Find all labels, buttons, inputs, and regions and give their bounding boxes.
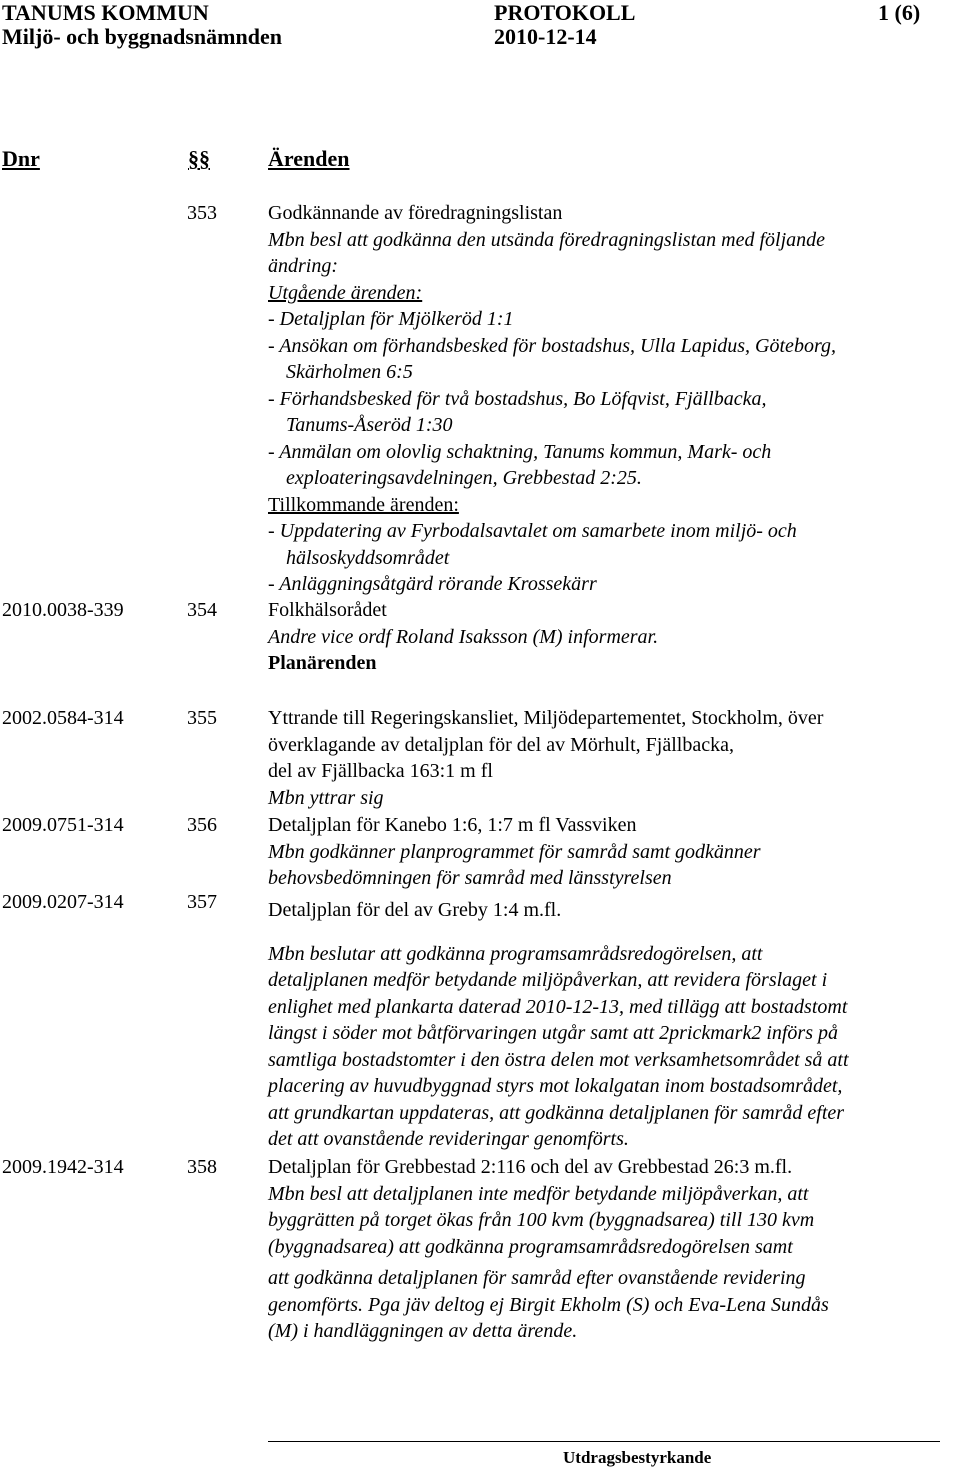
item-title: Folkhälsorådet: [268, 599, 387, 621]
decision-line: enlighet med plankarta daterad 2010-12-13, med tillägg att bostadstomt: [268, 995, 848, 1018]
item-dnr: 2010.0038-339: [2, 599, 124, 621]
decision-line: placering av huvudbyggnad styrs mot lokalgatan inom bostadsområdet,: [268, 1075, 843, 1097]
decision-line: det att ovanstående revideringar genomförts.: [268, 1128, 629, 1150]
item-dnr: 2002.0584-314: [2, 707, 124, 729]
org-name: TANUMS KOMMUN: [2, 0, 209, 25]
decision-line: att godkänna detaljplanen för samråd efter ovanstående revidering: [268, 1267, 806, 1289]
item-body: [268, 597, 948, 677]
decision-line: längst i söder mot båtförvaringen utgår samt att 2prickmark2 införs på: [268, 1022, 838, 1044]
item-title: Detaljplan för Kanebo 1:6, 1:7 m fl Vassviken: [268, 814, 637, 836]
column-dnr: Dnr: [2, 146, 40, 171]
item-body: [268, 200, 948, 598]
item-number: 356: [187, 814, 217, 836]
item-body: [268, 897, 948, 1153]
page-number: 1 (6): [878, 0, 921, 25]
decision-line: att grundkartan uppdateras, att godkänna detaljplanen för samråd efter: [268, 1101, 845, 1124]
decision-line: Andre vice ordf Roland Isaksson (M) informerar.: [268, 625, 659, 648]
column-arenden: Ärenden: [268, 146, 350, 171]
list-item: - Uppdatering av Fyrbodalsavtalet om samarbete inom miljö- och: [268, 520, 797, 542]
decision-line: Mbn beslutar att godkänna programsamrådsredogörelsen, att: [268, 942, 763, 965]
footer-rule: [268, 1441, 940, 1442]
subheading-outgoing: Utgående ärenden:: [268, 281, 423, 304]
item-title: Godkännande av föredragningslistan: [268, 202, 563, 224]
decision-line: detaljplanen medför betydande miljöpåverkan, att revidera förslaget i: [268, 969, 828, 991]
meeting-date: 2010-12-14: [494, 24, 597, 49]
decision-line: (byggnadsarea) att godkänna programsamrådsredogörelsen samt: [268, 1235, 793, 1258]
item-title: Detaljplan för Grebbestad 2:116 och del av Grebbestad 26:3 m.fl.: [268, 1156, 793, 1178]
decision-line: Mbn godkänner planprogrammet för samråd samt godkänner: [268, 840, 761, 863]
decision-line: samtliga bostadstomter i den östra delen mot verksamhetsområdet så att: [268, 1048, 849, 1071]
item-dnr: 2009.0751-314: [2, 814, 124, 836]
list-item-cont: Skärholmen 6:5: [286, 361, 413, 383]
item-number: 353: [187, 202, 217, 224]
item-body: [268, 812, 948, 892]
decision-line: Mbn besl att detaljplanen inte medför betydande miljöpåverkan, att: [268, 1182, 809, 1205]
item-number: 355: [187, 707, 217, 729]
decision-line: Mbn besl att godkänna den utsända föredragningslistan med följande: [268, 228, 826, 251]
item-title: Detaljplan för del av Greby 1:4 m.fl.: [268, 899, 562, 921]
list-item: - Anmälan om olovlig schaktning, Tanums kommun, Mark- och: [268, 440, 772, 463]
decision-line: Mbn yttrar sig: [268, 786, 384, 809]
list-item-cont: hälsoskyddsområdet: [286, 546, 450, 569]
item-body: [268, 705, 948, 811]
decision-line: byggrätten på torget ökas från 100 kvm (byggnadsarea) till 130 kvm: [268, 1209, 815, 1231]
item-body: [268, 1154, 948, 1345]
section-heading-planarenden: Planärenden: [268, 652, 377, 674]
list-item-cont: Tanums-Åseröd 1:30: [286, 414, 453, 436]
decision-line: genomförts. Pga jäv deltog ej Birgit Ekholm (S) och Eva-Lena Sundås: [268, 1293, 829, 1316]
item-number: 354: [187, 599, 217, 621]
item-title-cont: överklagande av detaljplan för del av Mörhult, Fjällbacka,: [268, 733, 734, 756]
item-dnr: 2009.0207-314: [2, 891, 124, 913]
item-dnr: 2009.1942-314: [2, 1156, 124, 1178]
doc-type: PROTOKOLL: [494, 0, 636, 25]
spacer: [268, 924, 948, 941]
item-number: 357: [187, 891, 217, 913]
item-title: Yttrande till Regeringskansliet, Miljödepartementet, Stockholm, över: [268, 707, 824, 729]
list-item-cont: exploateringsavdelningen, Grebbestad 2:25.: [286, 467, 642, 489]
footer-certification: Utdragsbestyrkande: [563, 1448, 712, 1467]
decision-line: (M) i handläggningen av detta ärende.: [268, 1320, 578, 1342]
column-section: §§: [188, 146, 210, 171]
list-item: - Förhandsbesked för två bostadshus, Bo Löfqvist, Fjällbacka,: [268, 387, 767, 410]
decision-line: behovsbedömningen för samråd med länsstyrelsen: [268, 867, 672, 889]
list-item: - Anläggningsåtgärd rörande Krossekärr: [268, 573, 597, 595]
subheading-incoming: Tillkommande ärenden:: [268, 493, 459, 516]
committee-name: Miljö- och byggnadsnämnden: [2, 24, 282, 49]
item-number: 358: [187, 1156, 217, 1178]
list-item: - Detaljplan för Mjölkeröd 1:1: [268, 308, 514, 330]
list-item: - Ansökan om förhandsbesked för bostadshus, Ulla Lapidus, Göteborg,: [268, 334, 836, 357]
item-title-cont: del av Fjällbacka 163:1 m fl: [268, 760, 493, 782]
decision-line: ändring:: [268, 255, 338, 277]
